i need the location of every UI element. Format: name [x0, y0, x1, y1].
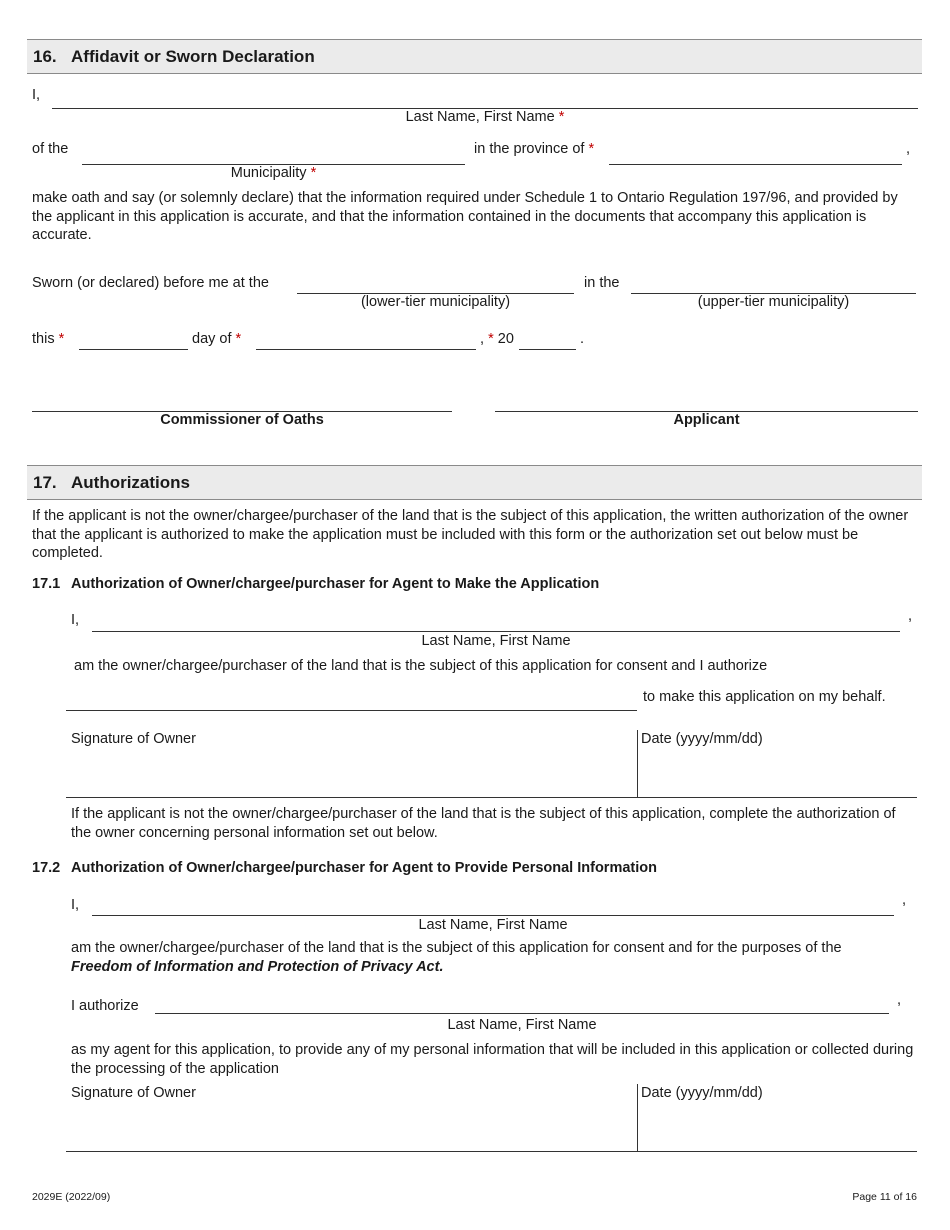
province-label: in the province of * — [474, 141, 595, 157]
lower-tier-caption: (lower-tier municipality) — [360, 294, 511, 310]
subsection-17-1-title: Authorization of Owner/chargee/purchaser for Agent to Make the Application — [71, 576, 600, 592]
municipality-caption: Municipality * — [230, 165, 317, 181]
day-field[interactable] — [79, 349, 188, 350]
s1-date-field[interactable] — [638, 750, 917, 797]
day-of-label: day of * — [192, 331, 242, 347]
s2-authorize-label: I authorize — [71, 998, 139, 1014]
s1-note: If the applicant is not the owner/chargee/purchaser of the land that is the subject of this application, complete the authorization of the owner concerning personal information set out below. — [71, 806, 896, 841]
year-field[interactable] — [519, 349, 576, 350]
s2-name-caption: Last Name, First Name — [418, 917, 568, 933]
s1-name-caption: Last Name, First Name — [421, 633, 571, 649]
upper-tier-caption: (upper-tier municipality) — [697, 294, 850, 310]
i-label: I, — [32, 87, 41, 103]
s1-agent-field[interactable] — [66, 710, 637, 711]
form-id: 2029E (2022/09) — [32, 1191, 111, 1203]
of-the-label: of the — [32, 141, 69, 157]
s2-owner-signature-field[interactable] — [66, 1104, 636, 1151]
s1-date-label: Date (yyyy/mm/dd) — [641, 731, 763, 747]
province-field[interactable] — [609, 164, 902, 165]
s2-statement: am the owner/chargee/purchaser of the land that is the subject of this application for consent and for the purposes of the — [71, 940, 842, 956]
s2-date-field[interactable] — [638, 1104, 917, 1151]
subsection-17-2-number: 17.2 — [32, 860, 61, 876]
affiant-name-caption: Last Name, First Name * — [405, 109, 565, 125]
s2-i-label: I, — [71, 897, 80, 913]
s1-comma: , — [908, 608, 913, 624]
in-the-label: in the — [584, 275, 620, 291]
page-number: Page 11 of 16 — [852, 1191, 917, 1203]
year-period: . — [580, 331, 585, 347]
province-comma: , — [906, 141, 911, 157]
s2-agent-name-field[interactable] — [155, 1013, 889, 1014]
s1-statement: am the owner/chargee/purchaser of the land that is the subject of this application for consent and I authorize — [74, 658, 768, 674]
section-17-title: Authorizations — [71, 473, 190, 492]
section-16-header — [27, 39, 922, 74]
s2-signature-label: Signature of Owner — [71, 1085, 196, 1101]
commissioner-caption: Commissioner of Oaths — [160, 412, 324, 428]
s2-comma: , — [902, 892, 907, 908]
s1-owner-name-field[interactable] — [92, 631, 900, 632]
s1-behalf-text: to make this application on my behalf. — [643, 689, 886, 705]
s1-signature-label: Signature of Owner — [71, 731, 196, 747]
year-label: , * 20 — [480, 331, 514, 347]
month-field[interactable] — [256, 349, 476, 350]
section-17-header — [27, 465, 922, 500]
sworn-label: Sworn (or declared) before me at the — [32, 275, 269, 291]
s2-comma-2: , — [897, 992, 902, 1008]
oath-statement: make oath and say (or solemnly declare) that the information required under Schedule 1 to Ontario Regulation 197/96, and provided by the applicant in this application is accurate, and that the information contained in the documents that accompany this application is accurate. — [32, 190, 898, 243]
s2-act-name: Freedom of Information and Protection of Privacy Act. — [71, 959, 444, 975]
applicant-caption: Applicant — [673, 412, 740, 428]
s2-owner-name-field[interactable] — [92, 915, 894, 916]
s2-name-caption-2: Last Name, First Name — [447, 1017, 597, 1033]
s1-bottom-rule — [66, 797, 917, 798]
authorizations-intro: If the applicant is not the owner/chargee/purchaser of the land that is the subject of this application, the written authorization of the owner that the applicant is authorized to make the application must be included with this form or the authorization set out below must be completed. — [32, 508, 909, 561]
subsection-17-2-title: Authorization of Owner/chargee/purchaser for Agent to Provide Personal Information — [71, 860, 657, 876]
this-label: this * — [32, 331, 65, 347]
subsection-17-1-number: 17.1 — [32, 576, 61, 592]
s2-bottom-rule — [66, 1151, 917, 1152]
section-17-number: 17. — [33, 473, 57, 492]
s1-owner-signature-field[interactable] — [66, 730, 636, 797]
s2-agent-text: as my agent for this application, to provide any of my personal information that will be included in this application or collected during the processing of the application — [71, 1042, 914, 1077]
section-16-number: 16. — [33, 47, 57, 66]
section-16-title: Affidavit or Sworn Declaration — [71, 47, 315, 66]
s1-i-label: I, — [71, 612, 80, 628]
s2-date-label: Date (yyyy/mm/dd) — [641, 1085, 763, 1101]
